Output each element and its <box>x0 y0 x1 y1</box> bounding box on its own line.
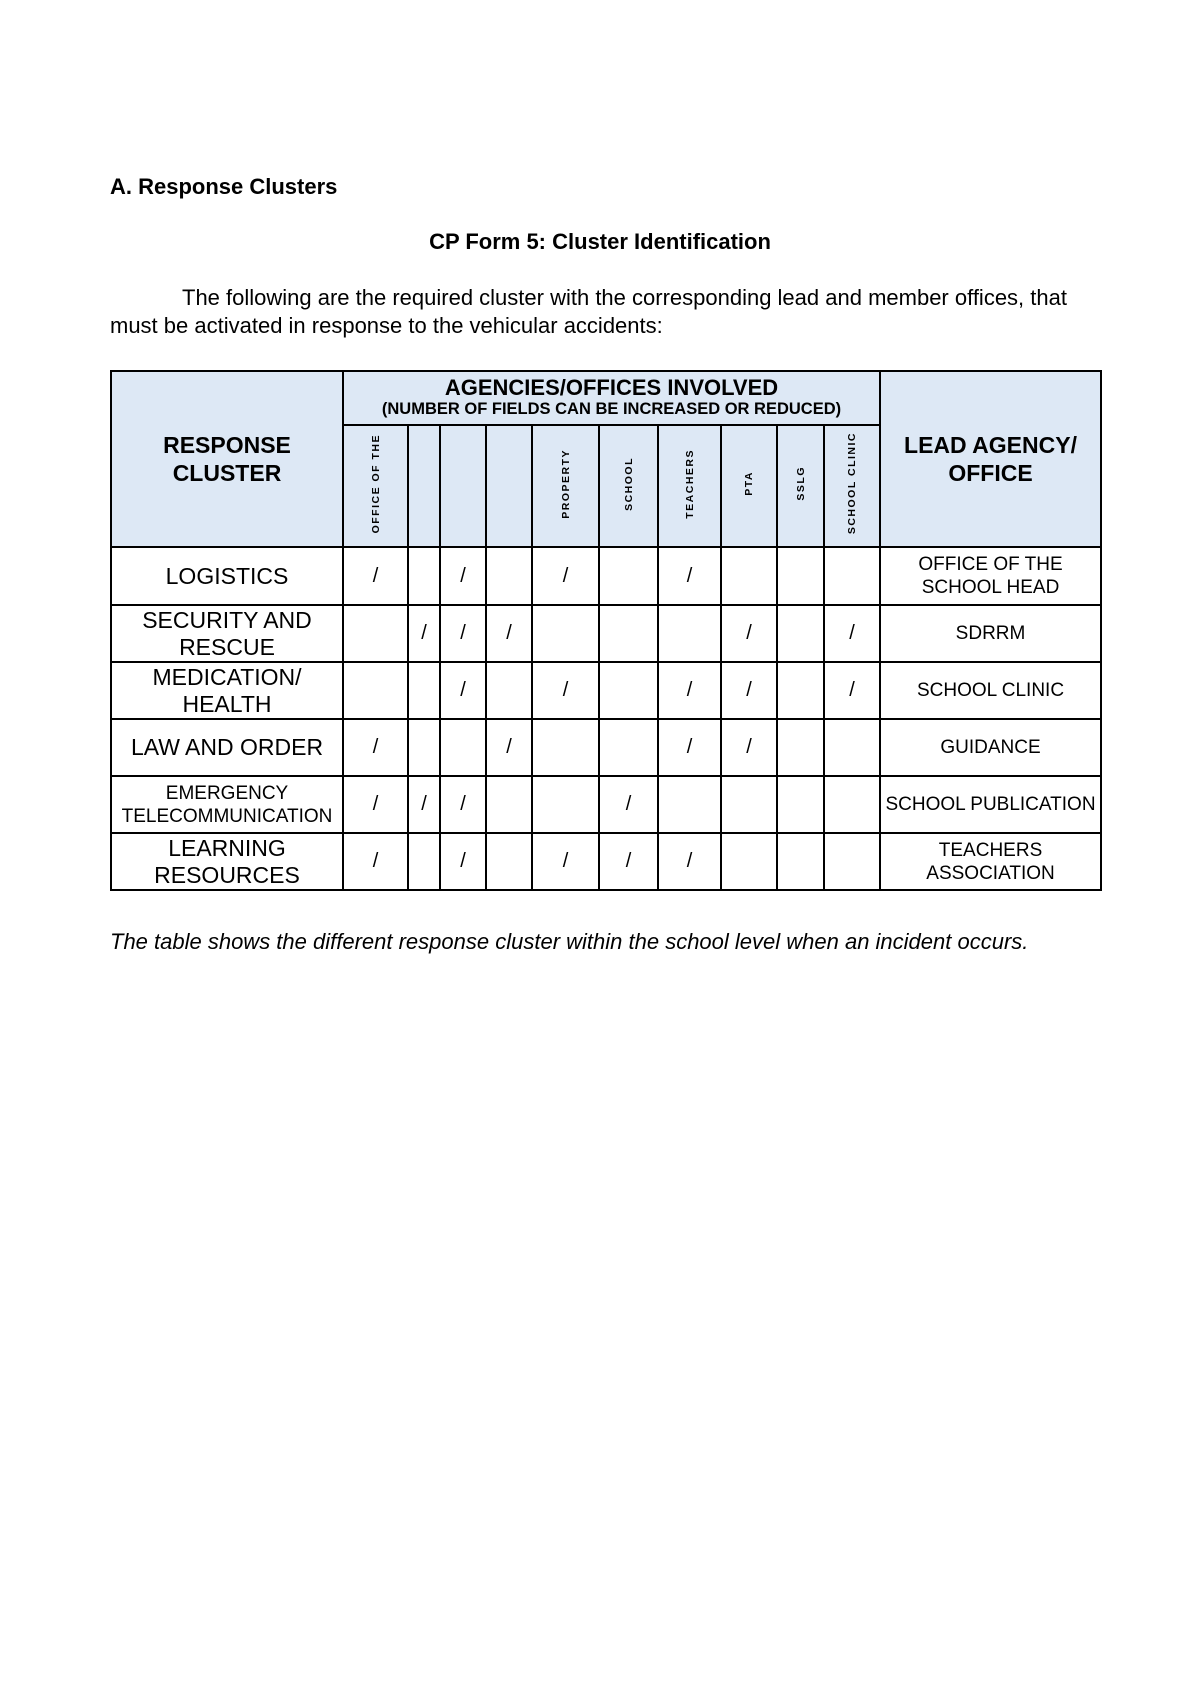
mark-cell: / <box>343 776 408 833</box>
cluster-name: LOGISTICS <box>111 547 343 605</box>
agency-column-header: PROPERTY <box>532 425 599 547</box>
mark-cell: / <box>658 662 721 719</box>
table-row <box>111 547 1101 605</box>
lead-agency: TEACHERS ASSOCIATION <box>880 833 1101 890</box>
mark-cell: / <box>343 719 408 776</box>
mark-cell <box>408 719 440 776</box>
lead-agency: OFFICE OF THE SCHOOL HEAD <box>880 547 1101 605</box>
mark-cell <box>486 547 532 605</box>
mark-cell <box>824 776 880 833</box>
mark-cell: / <box>440 776 486 833</box>
mark-cell <box>486 662 532 719</box>
response-cluster-header: RESPONSE CLUSTER <box>111 371 343 547</box>
mark-cell: / <box>599 833 658 890</box>
mark-cell <box>721 776 777 833</box>
lead-agency: SCHOOL PUBLICATION <box>880 776 1101 833</box>
mark-cell: / <box>486 719 532 776</box>
mark-cell: / <box>824 605 880 662</box>
mark-cell: / <box>721 662 777 719</box>
table-row <box>111 719 1101 776</box>
mark-cell <box>532 776 599 833</box>
cluster-name: MEDICATION/ HEALTH <box>111 662 343 719</box>
mark-cell <box>599 605 658 662</box>
mark-cell: / <box>440 605 486 662</box>
table-row <box>111 833 1101 890</box>
mark-cell <box>408 547 440 605</box>
mark-cell: / <box>721 719 777 776</box>
mark-cell: / <box>440 833 486 890</box>
agencies-header <box>343 371 880 425</box>
agency-column-header <box>486 425 532 547</box>
mark-cell: / <box>532 833 599 890</box>
mark-cell: / <box>440 547 486 605</box>
mark-cell <box>777 719 824 776</box>
mark-cell <box>777 605 824 662</box>
mark-cell <box>777 662 824 719</box>
intro-text: The following are the required cluster with the corresponding lead and member offices, that must be activated in response to the vehicular accidents: <box>110 285 1067 338</box>
mark-cell <box>721 833 777 890</box>
lead-agency: SCHOOL CLINIC <box>880 662 1101 719</box>
mark-cell: / <box>440 662 486 719</box>
agency-column-header: SCHOOL CLINIC <box>824 425 880 547</box>
mark-cell <box>777 547 824 605</box>
mark-cell: / <box>721 605 777 662</box>
mark-cell: / <box>532 547 599 605</box>
mark-cell <box>824 547 880 605</box>
mark-cell <box>408 833 440 890</box>
mark-cell: / <box>824 662 880 719</box>
agency-column-header: SSLG <box>777 425 824 547</box>
agency-column-header <box>440 425 486 547</box>
mark-cell: / <box>408 776 440 833</box>
mark-cell: / <box>532 662 599 719</box>
cluster-name: SECURITY AND RESCUE <box>111 605 343 662</box>
mark-cell <box>658 605 721 662</box>
cluster-name: LAW AND ORDER <box>111 719 343 776</box>
lead-agency: GUIDANCE <box>880 719 1101 776</box>
table-row <box>111 662 1101 719</box>
table-caption: The table shows the different response cluster within the school level when an incident occurs. <box>110 929 1029 954</box>
mark-cell: / <box>408 605 440 662</box>
mark-cell: / <box>658 547 721 605</box>
mark-cell <box>599 719 658 776</box>
agency-column-header: PTA <box>721 425 777 547</box>
mark-cell <box>440 719 486 776</box>
mark-cell: / <box>343 833 408 890</box>
cluster-name: LEARNING RESOURCES <box>111 833 343 890</box>
mark-cell <box>824 719 880 776</box>
section-heading: A. Response Clusters <box>110 174 338 199</box>
table-row <box>111 605 1101 662</box>
cluster-name: EMERGENCY TELECOMMUNICATION <box>111 776 343 833</box>
mark-cell <box>343 605 408 662</box>
agency-column-header: OFFICE OF THE <box>343 425 408 547</box>
mark-cell <box>777 833 824 890</box>
mark-cell <box>658 776 721 833</box>
mark-cell <box>408 662 440 719</box>
mark-cell <box>721 547 777 605</box>
mark-cell <box>532 719 599 776</box>
mark-cell <box>486 776 532 833</box>
mark-cell: / <box>486 605 532 662</box>
lead-agency-header: LEAD AGENCY/ OFFICE <box>880 371 1101 547</box>
agency-column-header: TEACHERS <box>658 425 721 547</box>
agencies-subtitle: (NUMBER OF FIELDS CAN BE INCREASED OR REDUCED) <box>381 400 842 418</box>
mark-cell <box>599 662 658 719</box>
intro-paragraph <box>110 284 1070 340</box>
mark-cell <box>824 833 880 890</box>
agencies-title: AGENCIES/OFFICES INVOLVED <box>444 375 779 400</box>
cluster-table <box>110 370 1102 891</box>
mark-cell: / <box>599 776 658 833</box>
mark-cell <box>343 662 408 719</box>
form-title: CP Form 5: Cluster Identification <box>429 229 771 254</box>
table-row <box>111 776 1101 833</box>
mark-cell <box>599 547 658 605</box>
agency-column-header <box>408 425 440 547</box>
mark-cell <box>777 776 824 833</box>
agency-column-header: SCHOOL <box>599 425 658 547</box>
mark-cell <box>486 833 532 890</box>
mark-cell: / <box>658 719 721 776</box>
mark-cell: / <box>658 833 721 890</box>
lead-agency: SDRRM <box>880 605 1101 662</box>
mark-cell: / <box>343 547 408 605</box>
mark-cell <box>532 605 599 662</box>
